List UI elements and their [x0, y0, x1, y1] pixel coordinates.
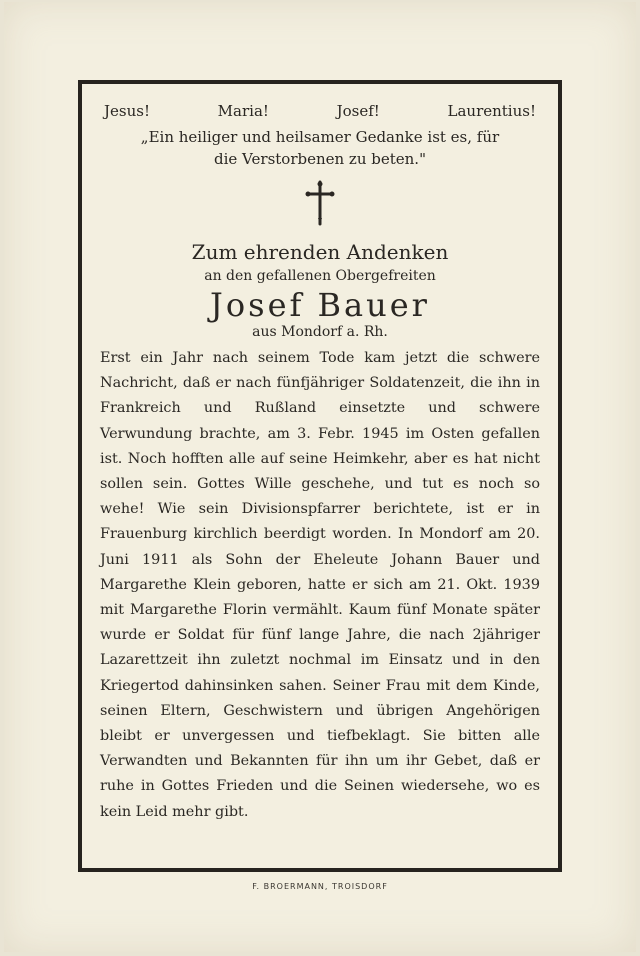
memorial-heading: Zum ehrenden Andenken: [191, 240, 449, 264]
invocation-jesus: Jesus!: [104, 102, 150, 120]
invocation-josef: Josef!: [336, 102, 380, 120]
memorial-subheading: an den gefallenen Obergefreiten: [204, 268, 436, 284]
printer-imprint: F. BROERMANN, TROISDORF: [252, 882, 388, 891]
invocation-maria: Maria!: [217, 102, 269, 120]
card-content: [100, 96, 540, 825]
cross-icon: [305, 180, 335, 226]
deceased-name: Josef Bauer: [210, 286, 430, 324]
invocation-row: [100, 102, 540, 120]
biography-text: Erst ein Jahr nach seinem Tode kam jetzt die schwere Nachricht, daß er nach fünfjähriger Soldatenzeit, die ihn in Frankreich und Rußland einsetzte und schwere Verwundung brachte, am 3. Febr. 1945 im Osten gefallen ist. Noch hofften alle auf seine Heimkehr, aber es hat nicht sollen sein. Gottes Wille geschehe, und tut es noch so wehe! Wie sein Divisionspfarrer berichtete, ist er in Frauenburg kirchlich beerdigt worden. In Mondorf am 20. Juni 1911 als Sohn der Eheleute Johann Bauer und Margarethe Klein geboren, hatte er sich am 21. Okt. 1939 mit Margarethe Florin vermählt. Kaum fünf Monate später wurde er Soldat für fünf lange Jahre, die nach 2jähriger Lazarettzeit ihn zuletzt nochmal im Einsatz und in den Kriegertod dahinsinken sahen. Seiner Frau mit dem Kinde, seinen Eltern, Geschwistern und übrigen Angehörigen bleibt er unvergessen und tiefbeklagt. Sie bitten alle Verwandten und Bekannten für ihn um ihr Gebet, daß er ruhe in Gottes Frieden und die Seinen wiedersehe, wo es kein Leid mehr gibt.: [100, 350, 540, 820]
quote-line-2: die Verstorbenen zu beten.": [214, 150, 426, 168]
prayer-quote: [100, 126, 540, 170]
invocation-laurentius: Laurentius!: [447, 102, 536, 120]
quote-line-1: „Ein heiliger und heilsamer Gedanke ist es, für: [140, 128, 500, 146]
deceased-origin: aus Mondorf a. Rh.: [252, 324, 388, 340]
